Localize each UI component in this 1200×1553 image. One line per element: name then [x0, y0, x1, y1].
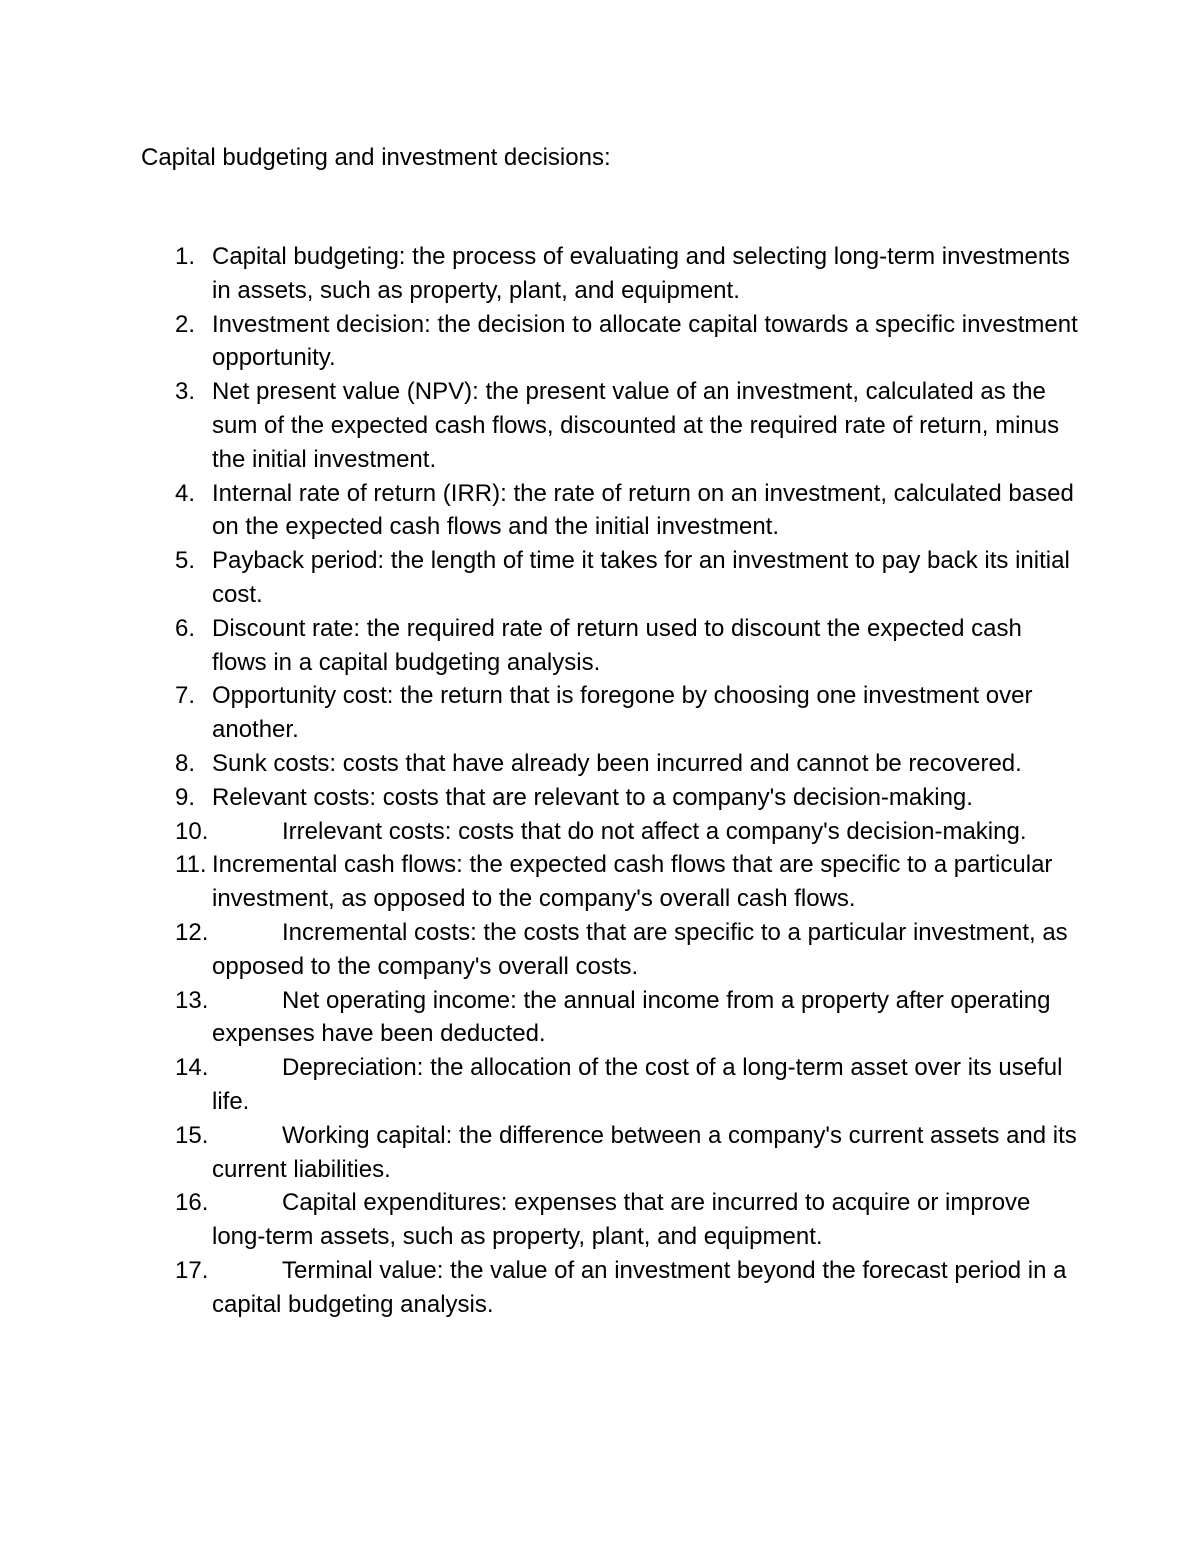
item-number: 16. — [175, 1189, 209, 1217]
item-number: 6. — [175, 614, 196, 642]
list-item — [0, 240, 1082, 308]
list-item — [0, 781, 1082, 815]
item-number: 3. — [175, 378, 196, 406]
item-text: Incremental cash flows: the expected cash flows that are specific to a particular investment, as opposed to the company's overall cash flows. — [212, 851, 1053, 913]
item-number: 13. — [175, 986, 209, 1014]
list-item — [0, 612, 1082, 680]
item-number: 12. — [175, 918, 209, 946]
item-text: Working capital: the difference between a company's current assets and its current liabilities. — [212, 1121, 1077, 1183]
list-item — [0, 375, 1082, 476]
item-text: Terminal value: the value of an investment beyond the forecast period in a capital budgeting analysis. — [212, 1256, 1067, 1318]
item-text: Discount rate: the required rate of return used to discount the expected cash flows in a capital budgeting analysis. — [212, 614, 1022, 676]
item-text: Payback period: the length of time it takes for an investment to pay back its initial cost. — [212, 547, 1070, 608]
item-number: 4. — [175, 479, 196, 507]
item-number: 11. — [175, 851, 207, 879]
item-text: Depreciation: the allocation of the cost of a long-term asset over its useful life. — [212, 1054, 1063, 1115]
list-item — [0, 1051, 1082, 1119]
item-text: Capital expenditures: expenses that are incurred to acquire or improve long-term assets, such as property, plant, and equipment. — [212, 1189, 1031, 1251]
list-item — [0, 544, 1082, 612]
item-text: Incremental costs: the costs that are specific to a particular investment, as opposed to the company's overall costs. — [212, 918, 1068, 980]
list-item — [0, 747, 1082, 781]
item-text: Sunk costs: costs that have already been incurred and cannot be recovered. — [212, 749, 1022, 777]
list-item — [0, 679, 1082, 747]
item-number: 5. — [175, 547, 196, 575]
list-item — [0, 308, 1082, 376]
item-number: 2. — [175, 310, 196, 338]
page-title: Capital budgeting and investment decisions: — [141, 144, 611, 171]
list-item — [0, 916, 1082, 984]
item-number: 15. — [175, 1121, 209, 1149]
item-text: Internal rate of return (IRR): the rate of return on an investment, calculated based on the expected cash flows and the initial investment. — [212, 479, 1074, 541]
item-text: Opportunity cost: the return that is foregone by choosing one investment over another. — [212, 682, 1033, 744]
item-text: Irrelevant costs: costs that do not affect a company's decision-making. — [282, 817, 1027, 845]
item-number: 1. — [175, 243, 196, 270]
list-item — [0, 477, 1082, 545]
item-number: 10. — [175, 817, 209, 845]
item-text: Investment decision: the decision to allocate capital towards a specific investment opportunity. — [212, 310, 1078, 372]
term-list — [0, 240, 1200, 1322]
item-text: Capital budgeting: the process of evaluating and selecting long-term investments in assets, such as property, plant, and equipment. — [212, 243, 1070, 304]
item-text: Net present value (NPV): the present value of an investment, calculated as the sum of the expected cash flows, discounted at the required rate of return, minus the initial investment. — [212, 378, 1060, 473]
list-item — [0, 984, 1082, 1052]
item-number: 9. — [175, 783, 196, 811]
item-number: 8. — [175, 749, 196, 777]
list-item — [0, 1119, 1082, 1187]
list-item — [0, 815, 1082, 849]
list-item — [0, 1186, 1082, 1254]
item-text: Net operating income: the annual income from a property after operating expenses have been deducted. — [212, 986, 1051, 1048]
list-item — [0, 1254, 1082, 1322]
item-number: 14. — [175, 1054, 209, 1082]
item-number: 17. — [175, 1256, 209, 1284]
item-text: Relevant costs: costs that are relevant to a company's decision-making. — [212, 783, 973, 811]
list-item — [0, 848, 1082, 916]
item-number: 7. — [175, 682, 196, 710]
